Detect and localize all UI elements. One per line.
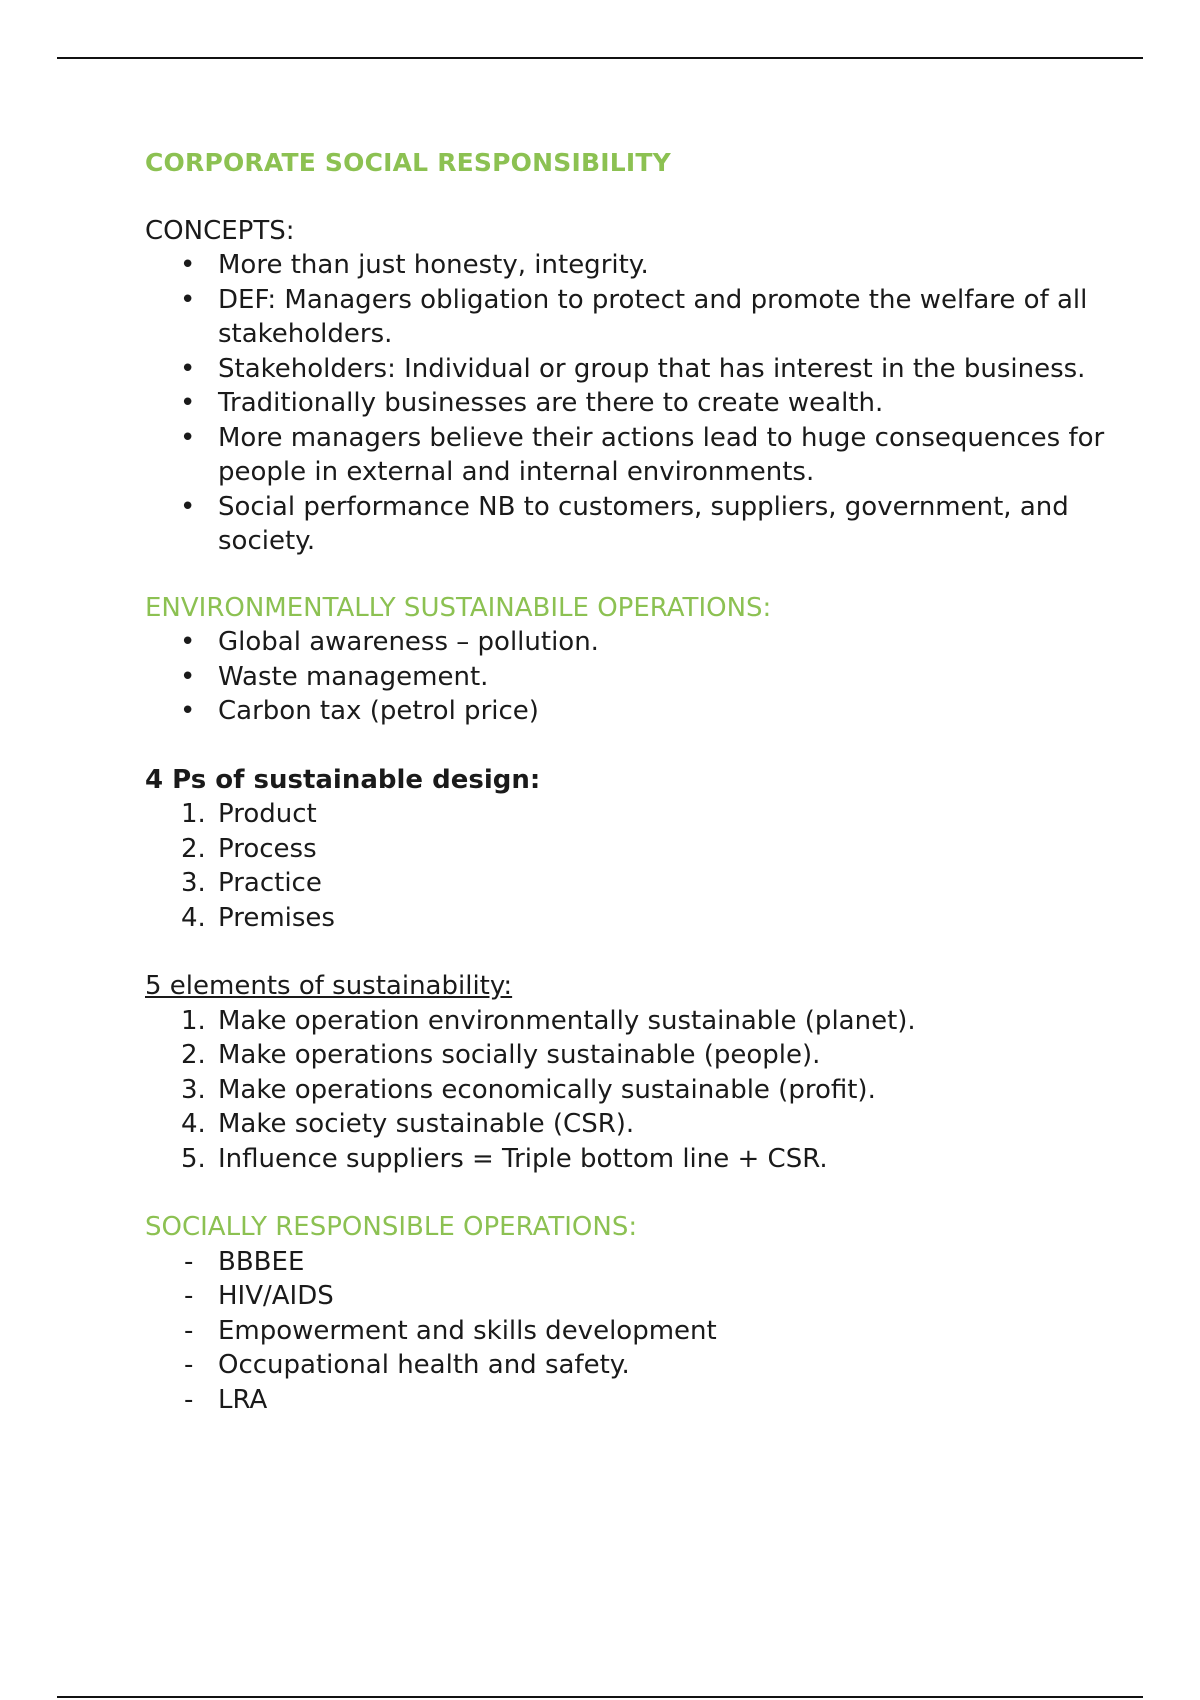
list-item: [145, 901, 1105, 936]
list-item: [145, 797, 1105, 832]
number-marker: 5.: [181, 1143, 206, 1174]
list-item-text: Stakeholders: Individual or group that has interest in the business.: [218, 353, 1086, 384]
list-item-text: Make operation environmentally sustainable (planet).: [218, 1005, 916, 1036]
list-item: [145, 1314, 1105, 1349]
list-item: [145, 866, 1105, 901]
dash-marker: -: [184, 1350, 194, 1380]
bullet-marker: •: [180, 661, 196, 692]
concepts-list: [145, 248, 1105, 559]
list-item-text: More managers believe their actions lead to huge consequences for people in external and internal environments.: [218, 422, 1105, 487]
number-marker: 3.: [181, 1074, 206, 1105]
bullet-marker: •: [180, 627, 196, 657]
list-item-text: Influence suppliers = Triple bottom line + CSR.: [218, 1143, 828, 1174]
list-item: [145, 1142, 1105, 1177]
bullet-marker: •: [180, 284, 196, 315]
list-item-text: Social performance NB to customers, suppliers, government, and society.: [218, 491, 1069, 556]
list-item-text: Global awareness – pollution.: [218, 627, 599, 657]
bullet-marker: •: [180, 696, 196, 726]
dash-marker: -: [184, 1315, 194, 1346]
list-item: [145, 1348, 1105, 1383]
number-marker: 2.: [181, 833, 206, 864]
list-item-text: HIV/AIDS: [218, 1281, 334, 1311]
list-item-text: Traditionally businesses are there to create wealth.: [218, 388, 884, 418]
list-item-text: BBBEE: [218, 1246, 305, 1277]
document-body: [145, 146, 1105, 1417]
list-item-text: Empowerment and skills development: [218, 1315, 717, 1346]
number-marker: 4.: [181, 1109, 206, 1139]
list-item: [145, 352, 1105, 387]
bullet-marker: •: [180, 353, 196, 384]
list-item-text: LRA: [218, 1384, 268, 1415]
number-marker: 2.: [181, 1040, 206, 1070]
list-item-text: DEF: Managers obligation to protect and promote the welfare of all stakeholders.: [218, 284, 1088, 349]
footer-rule: [57, 1696, 1143, 1698]
list-item: [145, 1279, 1105, 1314]
list-item: [145, 490, 1105, 559]
list-item-text: Make operations economically sustainable (profit).: [218, 1074, 876, 1105]
list-item: [145, 694, 1105, 729]
number-marker: 1.: [181, 1005, 206, 1036]
concepts-label: CONCEPTS:: [145, 215, 295, 246]
header-rule: [57, 57, 1143, 59]
list-item-text: Occupational health and safety.: [218, 1350, 630, 1380]
list-item: [145, 1073, 1105, 1108]
dash-marker: -: [184, 1246, 194, 1277]
five-elements-list: [145, 1004, 1105, 1177]
list-item: [145, 832, 1105, 867]
bullet-marker: •: [180, 388, 196, 418]
list-item: [145, 248, 1105, 283]
list-item: [145, 421, 1105, 490]
number-marker: 4.: [181, 902, 206, 933]
list-item: [145, 283, 1105, 352]
list-item: [145, 660, 1105, 695]
list-item-text: Waste management.: [218, 661, 489, 692]
list-item: [145, 1107, 1105, 1142]
bullet-marker: •: [180, 491, 196, 522]
list-item-text: Carbon tax (petrol price): [218, 696, 539, 726]
list-item-text: Make society sustainable (CSR).: [218, 1109, 635, 1139]
bullet-marker: •: [180, 250, 196, 280]
social-heading: SOCIALLY RESPONSIBLE OPERATIONS:: [145, 1212, 638, 1242]
dash-marker: -: [184, 1384, 194, 1415]
list-item-text: Make operations socially sustainable (people).: [218, 1040, 821, 1070]
list-item: [145, 1383, 1105, 1418]
number-marker: 1.: [181, 799, 206, 829]
document-title: CORPORATE SOCIAL RESPONSIBILITY: [145, 148, 671, 177]
dash-marker: -: [184, 1281, 194, 1311]
list-item: [145, 386, 1105, 421]
list-item-text: More than just honesty, integrity.: [218, 250, 649, 280]
number-marker: 3.: [181, 868, 206, 898]
four-ps-heading: 4 Ps of sustainable design:: [145, 764, 541, 795]
environmental-heading: ENVIRONMENTALLY SUSTAINABILE OPERATIONS:: [145, 592, 772, 623]
four-ps-list: [145, 797, 1105, 935]
list-item-text: Product: [218, 799, 317, 829]
environmental-list: [145, 625, 1105, 729]
list-item: [145, 1004, 1105, 1039]
list-item-text: Process: [218, 833, 317, 864]
list-item: [145, 1038, 1105, 1073]
list-item-text: Practice: [218, 868, 322, 898]
five-elements-heading: 5 elements of sustainability:: [145, 971, 513, 1001]
social-list: [145, 1245, 1105, 1418]
list-item-text: Premises: [218, 902, 335, 933]
list-item: [145, 625, 1105, 660]
list-item: [145, 1245, 1105, 1280]
bullet-marker: •: [180, 422, 196, 453]
